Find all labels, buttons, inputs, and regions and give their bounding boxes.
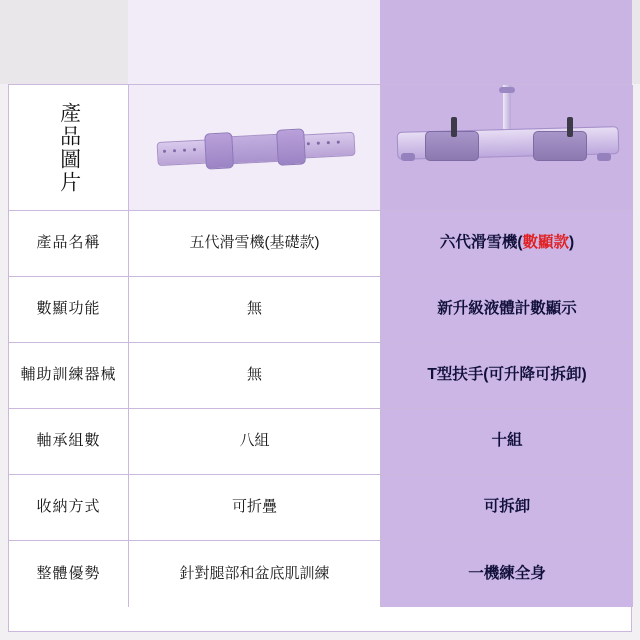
product-b-storage: 可拆卸 (381, 475, 633, 541)
row-label-overall-advantage: 整體優勢 (9, 541, 129, 607)
product-a-name: 五代滑雪機(基礎款) (129, 211, 381, 277)
product-b-digital-display: 新升級液體計數顯示 (381, 277, 633, 343)
row-label-product-name: 產品名稱 (9, 211, 129, 277)
top-band-product-b (380, 0, 632, 84)
row-label-bearing-sets: 軸承組數 (9, 409, 129, 475)
foldable-ski-board-icon (156, 120, 354, 176)
product-b-name (381, 211, 633, 277)
product-b-image (381, 85, 633, 211)
product-b-bearing-sets: 十組 (381, 409, 633, 475)
row-label-storage: 收納方式 (9, 475, 129, 541)
paren-close: ) (569, 234, 575, 252)
product-b-name-highlight: 數顯款 (522, 234, 570, 252)
row-label-digital-display: 數顯功能 (9, 277, 129, 343)
product-a-training-aid: 無 (129, 343, 381, 409)
product-a-digital-display: 無 (129, 277, 381, 343)
t-bar-ski-machine-icon (381, 85, 633, 211)
product-b-training-aid: T型扶手(可升降可拆卸) (381, 343, 633, 409)
row-label-product-image: 產品圖片 (9, 85, 129, 211)
paren-open: ( (517, 234, 523, 252)
product-b-overall-advantage: 一機練全身 (381, 541, 633, 607)
comparison-table (8, 84, 632, 632)
top-background-strip (0, 0, 640, 84)
product-a-bearing-sets: 八組 (129, 409, 381, 475)
product-a-overall-advantage: 針對腿部和盆底肌訓練 (129, 541, 381, 607)
product-a-storage: 可折疊 (129, 475, 381, 541)
product-a-image (129, 85, 381, 211)
top-band-product-a (128, 0, 380, 84)
product-b-name-pre: 六代滑雪機 (439, 234, 518, 252)
row-label-training-aid: 輔助訓練器械 (9, 343, 129, 409)
